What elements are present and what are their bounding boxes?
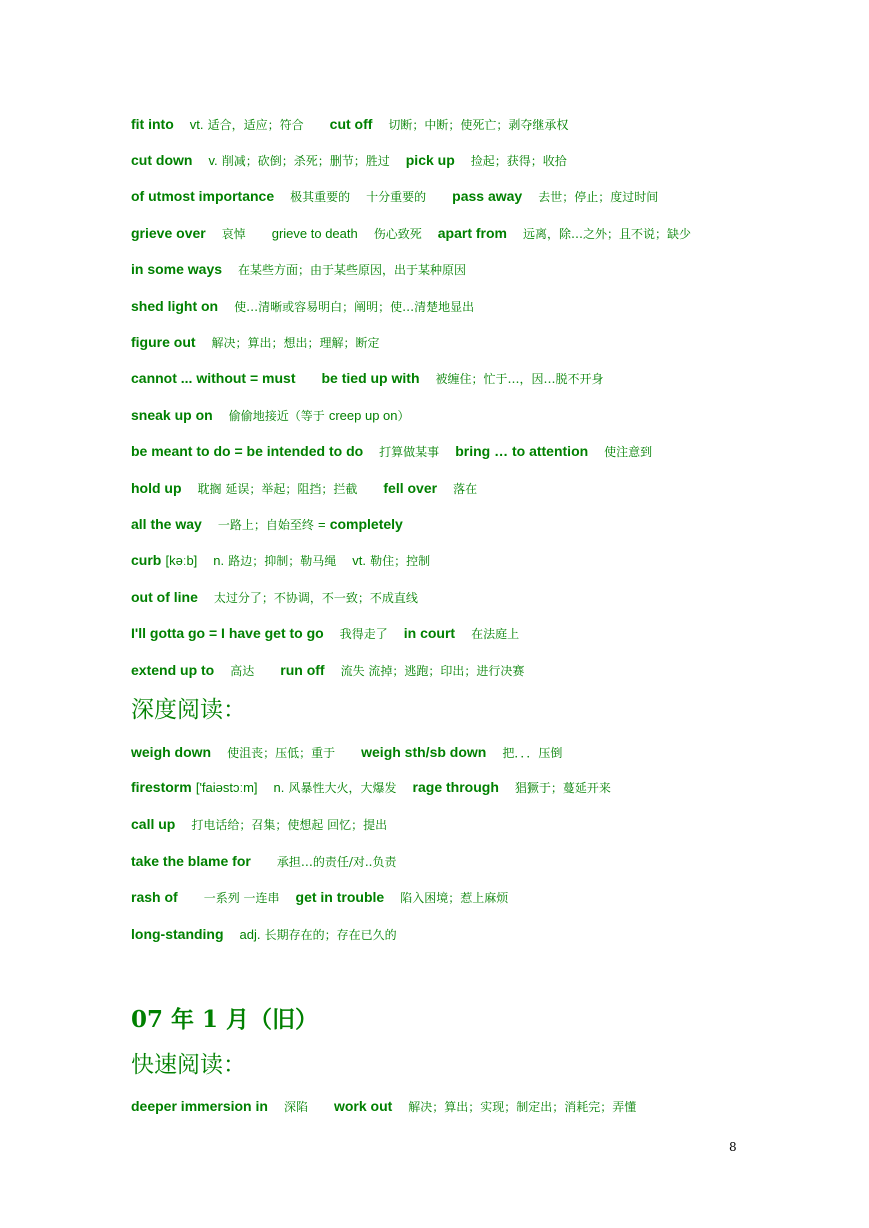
vocab-definition: 一路上；自始至终	[217, 518, 314, 532]
vocab-line	[131, 116, 568, 134]
vocab-line	[131, 443, 652, 461]
vocab-definition: 太过分了；不协调，不一致；不成直线	[213, 591, 418, 605]
vocab-term: completely	[329, 516, 403, 532]
vocab-definition: 路边；抑制；勒马绳	[228, 554, 337, 568]
vocab-line	[131, 853, 397, 871]
vocab-line	[131, 589, 418, 607]
phonetic: ['faiəstɔːm]	[195, 780, 258, 795]
vocab-definition: 哀悼	[221, 227, 246, 241]
part-of-speech: vt.	[189, 117, 204, 132]
vocab-term: cut down	[131, 152, 193, 168]
vocab-definition: 削减；砍倒；杀死；删节；胜过	[221, 154, 390, 168]
vocab-term: all the way	[131, 516, 202, 532]
vocab-line	[131, 334, 380, 352]
vocab-line	[131, 889, 508, 907]
vocab-term: cannot ... without = must	[131, 370, 296, 386]
vocab-line	[131, 744, 562, 762]
vocab-definition: ）	[397, 409, 410, 423]
vocab-term: in court	[403, 625, 456, 641]
vocab-term: rage through	[412, 779, 499, 795]
vocab-term: rash of	[131, 889, 178, 905]
vocab-definition: 流失 流掉；逃跑；印出；进行决赛	[340, 664, 525, 678]
vocab-definition: 把．．．压倒	[502, 746, 563, 760]
vocab-line	[131, 225, 691, 243]
vocab-definition: 一系列 一连串	[203, 891, 280, 905]
vocab-definition: 十分重要的	[366, 190, 427, 204]
vocab-term: long-standing	[131, 926, 224, 942]
vocab-definition: 落在	[453, 482, 478, 496]
vocab-line	[131, 1098, 636, 1116]
vocab-term: work out	[333, 1098, 393, 1114]
vocab-line	[131, 779, 611, 797]
vocab-term: bring … to attention	[455, 443, 589, 459]
vocab-line	[131, 298, 474, 316]
vocab-definition: 打算做某事	[379, 445, 440, 459]
vocab-line	[131, 261, 466, 279]
vocab-term: run off	[280, 662, 325, 678]
vocab-term: call up	[131, 816, 176, 832]
vocab-term: deeper immersion in	[131, 1098, 268, 1114]
vocab-line	[131, 662, 524, 680]
part-of-speech: vt.	[352, 553, 367, 568]
vocab-definition: 偷偷地接近（等于	[228, 409, 325, 423]
vocab-definition: 我得走了	[339, 627, 388, 641]
vocab-definition: 去世；停止；度过时间	[538, 190, 659, 204]
vocab-definition: 使注意到	[604, 445, 653, 459]
vocab-definition: 高达	[230, 664, 255, 678]
section-heading: 快速阅读：	[131, 1052, 246, 1078]
vocab-definition: 捡起；获得；收拾	[470, 154, 567, 168]
vocab-definition: 被缠住；忙于…，因…脱不开身	[435, 372, 604, 386]
phonetic: [kəːb]	[165, 553, 198, 568]
vocab-term: get in trouble	[295, 889, 385, 905]
vocab-term: I'll gotta go = I have get to go	[131, 625, 324, 641]
part-of-speech: adj.	[239, 927, 261, 942]
vocab-definition: 猖獗于；蔓延开来	[514, 781, 611, 795]
vocab-definition: 使…清晰或容易明白；阐明；使…清楚地显出	[234, 300, 475, 314]
vocab-term: apart from	[437, 225, 507, 241]
vocab-definition: 使沮丧；压低；重于	[227, 746, 336, 760]
vocab-term: weigh sth/sb down	[361, 744, 487, 760]
vocab-definition: 解决；算出；实现；制定出；消耗完；弄懂	[408, 1100, 637, 1114]
vocab-definition: 勒住；控制	[370, 554, 431, 568]
part-of-speech: n.	[273, 780, 285, 795]
vocab-definition: 远离，除…之外；且不说；缺少	[523, 227, 692, 241]
vocab-definition: 在法庭上	[471, 627, 520, 641]
vocab-term: out of line	[131, 589, 198, 605]
vocab-phrase: creep up on	[328, 408, 398, 423]
vocab-definition: 伤心致死	[373, 227, 422, 241]
vocab-definition: 长期存在的；存在已久的	[264, 928, 397, 942]
part-of-speech: v.	[208, 153, 218, 168]
vocab-term: weigh down	[131, 744, 212, 760]
vocab-line	[131, 516, 403, 534]
vocab-line	[131, 370, 604, 388]
vocab-definition: 解决；算出；想出；理解；断定	[211, 336, 380, 350]
vocab-term: firestorm	[131, 779, 192, 795]
vocab-line	[131, 926, 397, 944]
vocab-line	[131, 552, 430, 570]
vocab-term: curb	[131, 552, 162, 568]
vocab-definition: 深陷	[283, 1100, 308, 1114]
vocab-term: pick up	[405, 152, 455, 168]
vocab-term: extend up to	[131, 662, 215, 678]
vocab-term: be meant to do = be intended to do	[131, 443, 364, 459]
vocab-term: sneak up on	[131, 407, 213, 423]
vocab-line	[131, 407, 410, 425]
vocab-line	[131, 816, 387, 834]
vocab-definition: 切断；中断；使死亡；剥夺继承权	[388, 118, 569, 132]
vocab-line	[131, 188, 658, 206]
vocab-term: take the blame for	[131, 853, 251, 869]
vocab-line	[131, 152, 567, 170]
vocab-term: of utmost importance	[131, 188, 275, 204]
vocab-term: fit into	[131, 116, 174, 132]
vocab-line	[131, 625, 519, 643]
part-of-speech: n.	[213, 553, 225, 568]
section-title: 07 年 1 月（旧）	[131, 1006, 319, 1033]
vocab-definition: 打电话给；召集；使想起 回忆；提出	[191, 818, 388, 832]
vocab-term: figure out	[131, 334, 196, 350]
vocab-definition: 适合，适应；符合	[207, 118, 304, 132]
section-heading: 深度阅读：	[131, 697, 246, 723]
vocab-line	[131, 480, 477, 498]
vocab-definition: 在某些方面；由于某些原因，出于某种原因	[238, 263, 467, 277]
vocab-term: cut off	[329, 116, 373, 132]
vocab-term: grieve over	[131, 225, 206, 241]
vocab-definition: 耽搁 延误；举起；阻挡；拦截	[197, 482, 358, 496]
vocab-definition: 风暴性大火，大爆发	[288, 781, 397, 795]
vocab-term: in some ways	[131, 261, 223, 277]
vocab-term: hold up	[131, 480, 182, 496]
vocab-definition: 陷入困境；惹上麻烦	[400, 891, 509, 905]
vocab-term: shed light on	[131, 298, 219, 314]
vocab-definition: 极其重要的	[290, 190, 351, 204]
page-number: 8	[729, 1140, 737, 1154]
vocab-phrase: =	[317, 517, 326, 532]
vocab-phrase: grieve to death	[271, 226, 358, 241]
vocab-term: pass away	[452, 188, 523, 204]
vocab-term: fell over	[383, 480, 438, 496]
vocab-definition: 承担…的责任/对..负责	[276, 855, 397, 869]
vocab-term: be tied up with	[321, 370, 420, 386]
